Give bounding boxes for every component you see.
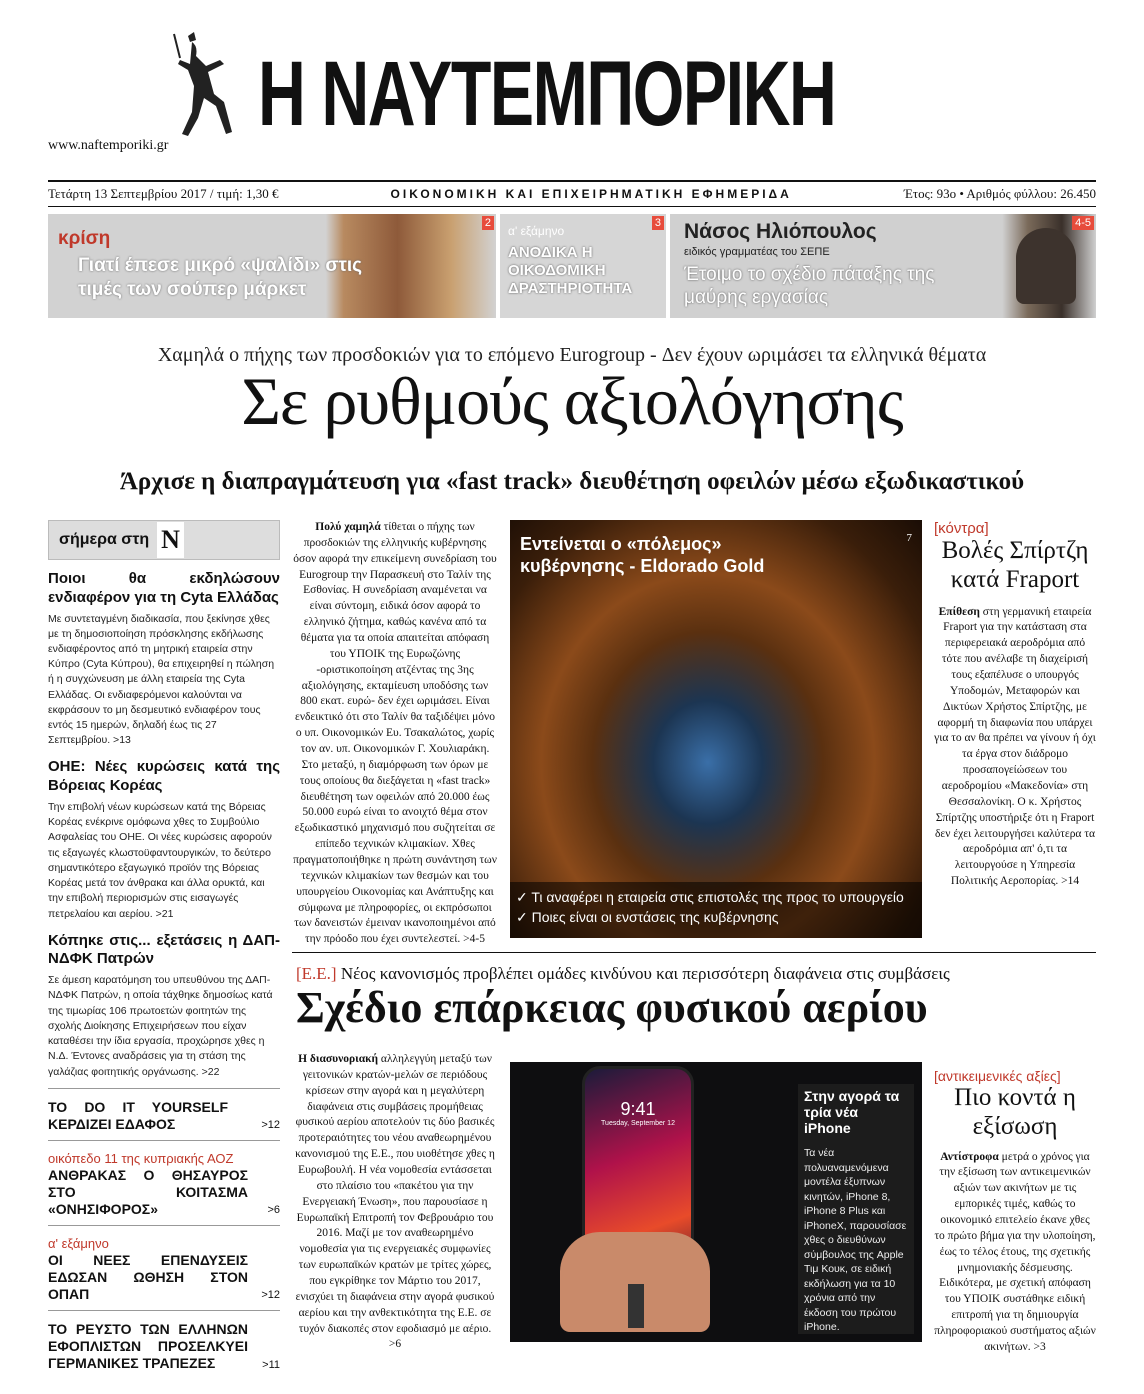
- page-number: 4-5: [1072, 216, 1094, 230]
- gas-body: Η διασυνοριακή αλληλεγγύη μεταξύ των γειτονικών κρατών-μελών σε περιόδους κρίσεων στην αγορά και η μεγαλύτερη διαφάνεια στις συμβάσεις προμήθειας φυσικού αερίου αποτελούν τις δύο βασικές προτεραιότητες του νέου αναθεωρημένου κανονισμού της Ε.Ε., που υιοθέτησε χθες η Ευρωβουλή. Η νέα νομοθεσία εντάσσεται στο πλαίσιο του «πακέτου για την Ενεργειακή Ένωση», που παρουσίασε η Ευρωπαϊκή Επιτροπή τον Φεβρουάριο του 2016. Μαζί με τον αναθεωρημένο νομοθεσία για τις ενεργειακές συμφωνίες των ευρωπαϊκών κρατών με τρίτες χώρες, που εγκρίθηκε τον Μάρτιο του 2017, ενισχύει τη διαφάνεια στην αγορά φυσικού αερίου και την ανθεκτικότητα της Ε.Ε. σε τυχόν διακοπές στον εφοδιασμό με αέριο. >6: [295, 1053, 495, 1351]
- story-text: Την επιβολή νέων κυρώσεων κατά της Βόρειας Κορέας ενέκρινε ομόφωνα χθες το Συμβούλιο Ασφαλείας του ΟΗΕ. Οι νέες κυρώσεις αφορούν τις εξαγωγές κλωστοϋφαντουργικών, το δεύτερο σημαντικότερο εξαγωγικό προϊόν της Βόρειας Κορέας μετά τον άνθρακα και άλλα ορυκτά, και την επιβολή περιορισμών στις εισαγωγές πετρελαίου και αερίου. >21: [48, 800, 272, 920]
- teaser-supermarket[interactable]: [48, 214, 496, 318]
- teaser-role: ειδικός γραμματέας του ΣΕΠΕ: [684, 246, 830, 258]
- lead-kicker: Χαμηλά ο πήχης των προσδοκιών για το επόμενο Eurogroup - Δεν έχουν ωριμάσει τα ελληνικά θέματα: [157, 344, 987, 366]
- sidebar-header: [48, 520, 280, 560]
- gas-kicker: [Ε.Ε.] Νέος κανονισμός προβλέπει ομάδες κινδύνου και περισσότερη διαφάνεια στις συμβάσεις: [296, 964, 950, 983]
- kontra-headline[interactable]: Βολές Σπίρτζη κατά Fraport: [941, 537, 1089, 593]
- brief-item[interactable]: ΤΟ ΡΕΥΣΤΟ ΤΩΝ ΕΛΛΗΝΩΝ ΕΦΟΠΛΙΣΤΩΝ ΠΡΟΣΕΛΚΥΕΙ ΓΕΡΜΑΝΙΚΕΣ ΤΡΑΠΕΖΕΣ >11: [48, 1321, 280, 1371]
- issue-info: Έτος: 93ο • Αριθμός φύλλου: 26.450: [903, 186, 1096, 201]
- teaser-tag: α' εξάμηνο: [508, 224, 565, 238]
- page-number: 7: [906, 532, 912, 544]
- lead-body: Πολύ χαμηλά τίθεται ο πήχης των προσδοκιών της ελληνικής κυβέρνησης όσον αφορά την επικείμενη συνεδρίαση του Eurogroup την Παρασκευή στο Ταλίν της Εσθονίας. Η συνεδρίαση αναμένεται να είναι σύντομη, ειδικά όσον αφορά το ελληνικό ζήτημα, καθώς κανένα από τα θέματα για τα οποία απαιτείται απόφαση του ΥΠΟΙΚ της Ευρωζώνης -οριστικοποίηση ατζέντας της 3ης αξιολόγησης, εκταμίευση υποδόσης των 800 εκατ. ευρώ- δεν έχει ωριμάσει. Είναι ενδεικτικό ότι στο Ταλίν θα ταξιδέψει μόνο ο υπ. Οικονομικών Ευ. Τσακαλώτος, χωρίς τον αν. υπ. Οικονομικών Γ. Χουλιαράκη. Στο μεταξύ, η διαμόρφωση των όρων με τους οποίους θα διεξάγεται η «fast track» διευθέτηση των οφειλών από 20.000 έως 50.000 ευρώ είναι το ανοιχτό θέμα στον εξωδικαστικό μηχανισμό που συζητείται σε επίπεδο τεχνικών κλιμακίων. Χθες πραγματοποιήθηκε η πρώτη συνάντηση των τεχνικών κλιμακίων των θεσμών και του υπουργείου Οικονομίας και Ανάπτυξης και σύμφωνα με πληροφορίες, οι εκπρόσωποι των δανειστών έμειναν ικανοποιημένοι από την πρόοδο που έχει συντελεστεί. >4-5: [293, 521, 497, 946]
- values-column: [934, 1068, 1096, 1356]
- date-price: Τετάρτη 13 Σεπτεμβρίου 2017 / τιμή: 1,30 €: [48, 186, 279, 201]
- mine-tunnel-photo[interactable]: [510, 520, 922, 938]
- teaser-tag: κρίση: [58, 228, 111, 249]
- lead-subhead: Άρχισε η διαπραγμάτευση για «fast track» διευθέτηση οφειλών μέσω εξωδικαστικού: [119, 468, 1025, 495]
- gas-headline[interactable]: Σχέδιο επάρκειας φυσικού αερίου: [296, 983, 928, 1032]
- masthead-title: Η ΝΑΥΤΕΜΠΟΡΙΚΗ: [258, 43, 836, 145]
- site-url[interactable]: www.naftemporiki.gr: [48, 138, 169, 153]
- phone-icon: 9:41 Tuesday, September 12: [582, 1066, 694, 1296]
- iphone-photo[interactable]: [510, 1062, 922, 1342]
- story-title[interactable]: Ποιοι θα εκδηλώσουν ενδιαφέρον για τη Cyta Ελλάδας: [48, 570, 280, 606]
- story-title[interactable]: Κόπηκε στις... εξετάσεις η ΔΑΠ-ΝΔΦΚ Πατρών: [48, 931, 280, 968]
- story-text: Σε άμεση καρατόμηση του υπευθύνου της ΔΑΠ-ΝΔΦΚ Πατρών, η οποία τάχθηκε δημοσίως κατά της τιμωρίας 106 πρωτοετών φοιτητών της σχολής Διοίκησης Επιχειρήσεων που είχαν καταθέσει την ίδια εργασία, προχώρησε χθες η Ν.Δ. Έντονες αναδράσεις για τη στάση της γαλάζιας φοιτητικής οργάνωσης. >22: [48, 974, 273, 1078]
- teaser-title: Έτοιμο το σχέδιο πάταξης της μαύρης εργασίας: [684, 264, 935, 308]
- story-title[interactable]: ΟΗΕ: Νέες κυρώσεις κατά της Βόρειας Κορέας: [48, 758, 280, 795]
- values-label: [αντικειμενικές αξίες]: [934, 1068, 1061, 1084]
- subtitle: ΟΙΚΟΝΟΜΙΚΗ ΚΑΙ ΕΠΙΧΕΙΡΗΜΑΤΙΚΗ ΕΦΗΜΕΡΙΔΑ: [390, 187, 792, 201]
- teaser-title: Γιατί έπεσε μικρό «ψαλίδι» στις τιμές των σούπερ μάρκετ: [78, 255, 363, 300]
- brief-item[interactable]: α' εξάμηνο ΟΙ ΝΕΕΣ ΕΠΕΝΔΥΣΕΙΣ ΕΔΩΣΑΝ ΩΘΗΣΗ ΣΤΟΝ ΟΠΑΠ >12: [48, 1236, 280, 1302]
- n-logo-icon: N: [157, 522, 184, 557]
- brief-item[interactable]: TO DO IT YOURSELF ΚΕΡΔΙΖΕΙ ΕΔΑΦΟΣ >12: [48, 1098, 280, 1132]
- kontra-body: Επίθεση στη γερμανική εταιρεία Fraport για την κατάσταση στα περιφερειακά αεροδρόμια από τότε που ανέλαβε τη διαχείρισή τους εξαπέλυσε ο υπουργός Υποδομών, Μεταφορών και Δικτύων Χρήστος Σπίρτζης, με αφορμή τη διαφωνία που υπάρχει για το αν θα πρέπει να γίνουν ή όχι τα έργα στον διάδρομο προσαπογείώσεων του αεροδρομίου «Μακεδονία» στη Θεσσαλονίκη. Ο κ. Χρήστος Σπίρτζης υποστήριξε ότι η Fraport δεν έχει λειτουργήσει καλύτερα τα αεροδρόμια απ' ό,τι τα λειτουργούσε η Υπηρεσία Πολιτικής Αεροπορίας. >14: [934, 605, 1096, 888]
- values-headline[interactable]: Πιο κοντά η εξίσωση: [954, 1084, 1076, 1140]
- sidebar-label: σήμερα στη: [59, 531, 150, 549]
- page-number: 2: [482, 216, 494, 230]
- lead-headline[interactable]: Σε ρυθμούς αξιολόγησης: [241, 363, 903, 439]
- info-bar: [48, 186, 1096, 202]
- speaker-figure: [628, 1284, 644, 1328]
- story-text: Με συντεταγμένη διαδικασία, που ξεκίνησε χθες με τη δημοσιοποίηση πρόσκλησης εκδήλωσης ενδιαφέροντος από τη μητρική εταιρεία στην Κύπρο (Cyta Κύπρου), θα επιχειρηθεί η πώληση ή η συγχώνευση με άλλη εταιρεία της Cyta Ελλάδας. Οι ενδιαφερόμενοι καλούνται να εκφράσουν το μη δεσμευτικό ενδιαφέρον τους εντός 15 ημερών, δηλαδή έως τις 27 Σεπτεμβρίου. >13: [48, 612, 275, 747]
- kontra-column: [934, 520, 1096, 890]
- values-body: Αντίστροφα μετρά ο χρόνος για την εξίσωση των αντικειμενικών αξιών των ακινήτων με τις εμπορικές τιμές, καθώς το οικονομικό επιτελείο έκανε χθες το πρώτο βήμα για την υλοποίηση, έως το τέλος έτους, της σχετικής μνημονιακής δέσμευσης. Ειδικότερα, με σχετική απόφαση του ΥΠΟΙΚ συστάθηκε ειδική επιτροπή για τη δημιουργία πληροφοριακού συστήματος αξιών ακινήτων. >3: [934, 1150, 1096, 1353]
- kontra-label: [κόντρα]: [934, 520, 989, 537]
- sidebar: [48, 520, 280, 1372]
- teaser-title: ΑΝΟΔΙΚΑ Η ΟΙΚΟΔΟΜΙΚΗ ΔΡΑΣΤΗΡΙΟΤΗΤΑ: [508, 244, 633, 297]
- teaser-construction[interactable]: [500, 214, 666, 318]
- photo-bullets: ✓ Τι αναφέρει η εταιρεία στις επιστολές της προς το υπουργείο ✓ Ποιες είναι οι ενστάσεις της κυβέρνησης: [510, 882, 922, 938]
- page-number: 3: [652, 216, 664, 230]
- teaser-name: Νάσος Ηλιόπουλος: [684, 220, 877, 243]
- person-photo: [1016, 228, 1076, 304]
- brief-item[interactable]: οικόπεδο 11 της κυπριακής ΑΟΖ ΑΝΘΡΑΚΑΣ Ο ΘΗΣΑΥΡΟΣ ΣΤΟ ΚΟΙΤΑΣΜΑ «ΟΝΗΣΙΦΟΡΟΣ» >6: [48, 1151, 280, 1217]
- photo-caption: Εντείνεται ο «πόλεμος» κυβέρνησης - Eldorado Gold: [520, 534, 765, 576]
- teaser-undeclared-work[interactable]: [670, 214, 1096, 318]
- hermes-logo: [160, 28, 250, 158]
- iphone-panel: Στην αγορά τα τρία νέα iPhone Τα νέα πολυαναμενόμενα μοντέλα έξυπνων κινητών, iPhone 8, iPhone 8 Plus και iPhoneX, παρουσίασε χθες ο διευθύνων σύμβουλος της Apple Τιμ Κουκ, σε ειδική εκδήλωση για τα 10 χρόνια από την έκδοση του πρώτου iPhone.: [798, 1084, 914, 1334]
